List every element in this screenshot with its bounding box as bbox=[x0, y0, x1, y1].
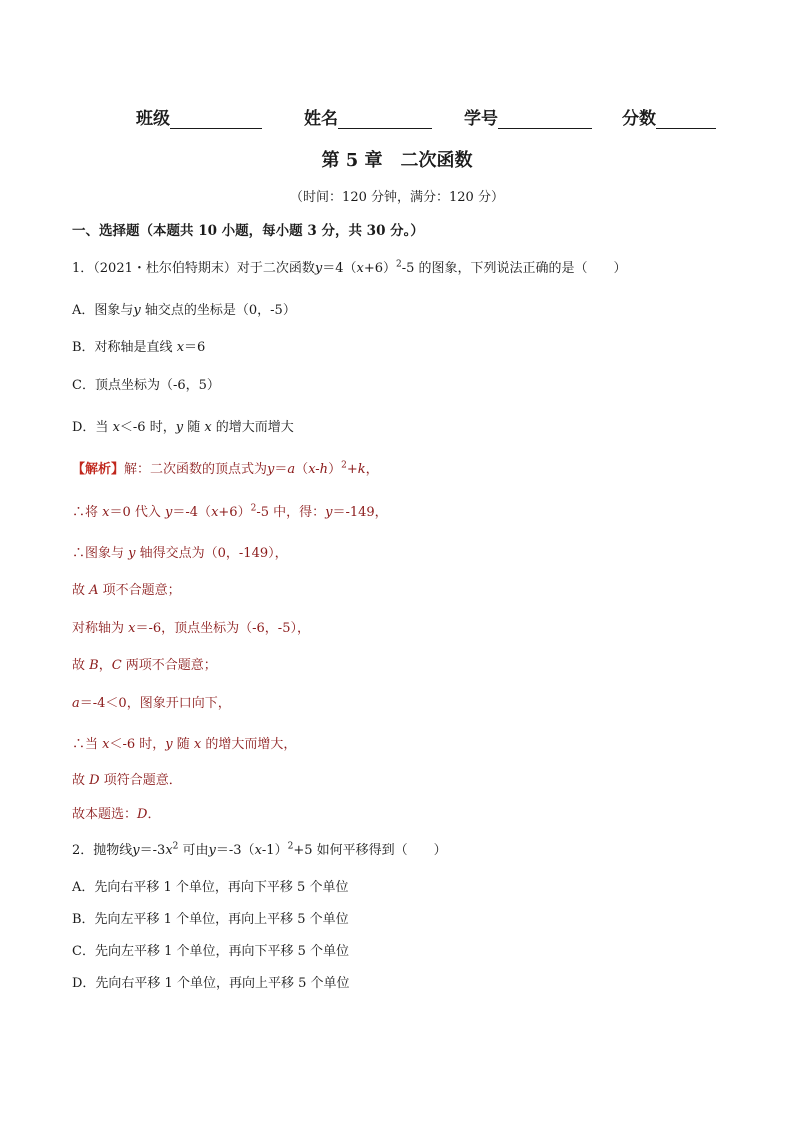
text: +6） bbox=[218, 505, 251, 520]
var: x bbox=[211, 505, 219, 520]
student-info-row bbox=[0, 104, 794, 130]
question-2-option-a[interactable]: A．先向右平移 1 个单位，再向下平移 5 个单位 bbox=[72, 880, 349, 895]
solution-line-7 bbox=[72, 692, 231, 711]
class-label: 班级 bbox=[136, 109, 170, 129]
solution-line-9 bbox=[72, 769, 182, 788]
name-blank[interactable] bbox=[338, 106, 432, 129]
text: ） bbox=[328, 462, 342, 477]
var: y bbox=[165, 505, 173, 520]
var: C bbox=[111, 658, 122, 673]
text: 2．抛物线 bbox=[72, 843, 133, 858]
var: k bbox=[357, 462, 366, 477]
text: +6） bbox=[363, 261, 397, 276]
text: 两项不合题意； bbox=[121, 658, 217, 673]
var: y bbox=[325, 505, 333, 520]
exponent: 2 bbox=[396, 259, 402, 270]
text: 故 bbox=[72, 658, 90, 673]
text: 项不合题意； bbox=[98, 583, 181, 598]
text: 故 bbox=[72, 773, 90, 788]
page-title: 第 5 章 二次函数 bbox=[321, 150, 473, 171]
text: +5 如何平移得到（ ） bbox=[293, 843, 447, 858]
solution-line-4 bbox=[72, 579, 181, 598]
text: ． bbox=[147, 807, 161, 822]
section-title: 一、选择题（本题共 10 小题，每小题 3 分，共 30 分。） bbox=[72, 223, 424, 239]
text: -1） bbox=[261, 843, 288, 858]
var: x-h bbox=[308, 462, 329, 477]
text: ＝-3 bbox=[139, 843, 166, 858]
text: ， bbox=[98, 658, 112, 673]
var: D bbox=[137, 807, 148, 822]
exponent: 2 bbox=[250, 503, 257, 514]
class-blank[interactable] bbox=[170, 106, 262, 129]
page-subtitle: （时间：120 分钟，满分：120 分） bbox=[290, 190, 504, 205]
question-1-option-c[interactable]: C．顶点坐标为（-6，5） bbox=[72, 378, 220, 393]
text: ＝-149， bbox=[332, 505, 388, 520]
text: （ bbox=[295, 462, 309, 477]
var: y bbox=[133, 303, 141, 318]
text: ∴图象与 bbox=[72, 546, 129, 561]
question-1-option-b[interactable] bbox=[72, 336, 205, 355]
var: a bbox=[287, 462, 296, 477]
solution-line-1 bbox=[72, 458, 379, 477]
var: D bbox=[89, 773, 100, 788]
question-1-option-d[interactable] bbox=[72, 416, 294, 435]
solution-line-6 bbox=[72, 654, 217, 673]
var: y bbox=[314, 261, 323, 276]
score-field[interactable] bbox=[622, 104, 716, 129]
text: 轴得交点为（0，-149）， bbox=[135, 546, 288, 561]
text: ， bbox=[365, 462, 379, 477]
var: x bbox=[204, 420, 212, 435]
score-blank[interactable] bbox=[656, 106, 716, 129]
var: y bbox=[128, 546, 136, 561]
solution-line-3 bbox=[72, 542, 288, 561]
text: 轴交点的坐标是（0，-5） bbox=[140, 303, 296, 318]
text: 随 bbox=[183, 420, 205, 435]
text: A．图象与 bbox=[72, 303, 134, 318]
solution-line-2 bbox=[72, 501, 388, 520]
question-1-stem bbox=[72, 257, 627, 276]
text: ＝0 代入 bbox=[109, 505, 166, 520]
text: ＝-4＜0，图象开口向下， bbox=[79, 696, 231, 711]
var: x bbox=[112, 420, 120, 435]
text: 的增大而增大， bbox=[201, 737, 297, 752]
solution-line-10 bbox=[72, 803, 160, 822]
question-1-option-a[interactable] bbox=[72, 299, 296, 318]
var: y bbox=[132, 843, 140, 858]
text: ＜-6 时， bbox=[109, 737, 166, 752]
question-2-option-b[interactable]: B．先向左平移 1 个单位，再向上平移 5 个单位 bbox=[72, 912, 349, 927]
text: 故 bbox=[72, 583, 90, 598]
text: ＝ bbox=[274, 462, 288, 477]
var: A bbox=[89, 583, 99, 598]
text: 对称轴为 bbox=[72, 621, 129, 636]
exponent: 2 bbox=[287, 841, 294, 852]
text: B．对称轴是直线 bbox=[72, 340, 177, 355]
text: ∴当 bbox=[72, 737, 103, 752]
solution-tag: 【解析】 bbox=[72, 462, 125, 477]
text: 可由 bbox=[178, 843, 209, 858]
var: x bbox=[356, 261, 364, 276]
text: -5 的图象，下列说法正确的是（ ） bbox=[401, 261, 627, 276]
text: ＝-3（ bbox=[215, 843, 255, 858]
question-2-option-c[interactable]: C．先向左平移 1 个单位，再向下平移 5 个单位 bbox=[72, 944, 350, 959]
student-id-label: 学号 bbox=[464, 109, 498, 129]
score-label: 分数 bbox=[622, 109, 656, 129]
text: 的增大而增大 bbox=[211, 420, 294, 435]
class-field[interactable] bbox=[136, 104, 262, 129]
var: x bbox=[128, 621, 136, 636]
var: y bbox=[208, 843, 216, 858]
var: y bbox=[165, 737, 173, 752]
solution-line-8 bbox=[72, 733, 296, 752]
text: ＝-6，顶点坐标为（-6，-5）， bbox=[135, 621, 310, 636]
text: -5 中，得： bbox=[256, 505, 326, 520]
var: y bbox=[175, 420, 184, 435]
text: 项符合题意． bbox=[99, 773, 182, 788]
name-field[interactable] bbox=[304, 104, 432, 129]
var: x bbox=[102, 505, 110, 520]
text: ＝4（ bbox=[322, 261, 357, 276]
solution-line-5 bbox=[72, 617, 310, 636]
question-2-stem bbox=[72, 839, 447, 858]
var: B bbox=[89, 658, 99, 673]
text: ＝6 bbox=[184, 340, 206, 355]
student-id-blank[interactable] bbox=[498, 106, 592, 129]
var: x bbox=[165, 843, 173, 858]
exponent: 2 bbox=[172, 841, 179, 852]
var: x bbox=[254, 843, 262, 858]
text: 随 bbox=[172, 737, 194, 752]
text: 故本题选： bbox=[72, 807, 138, 822]
text: D．当 bbox=[72, 420, 113, 435]
text: + bbox=[346, 462, 358, 477]
text: 1．（2021・杜尔伯特期末）对于二次函数 bbox=[72, 261, 315, 276]
question-2-option-d[interactable]: D．先向右平移 1 个单位，再向上平移 5 个单位 bbox=[72, 976, 350, 991]
text: ＜-6 时， bbox=[119, 420, 176, 435]
var: x bbox=[102, 737, 110, 752]
text: ∴将 bbox=[72, 505, 103, 520]
var: a bbox=[72, 696, 80, 711]
var: y bbox=[267, 462, 275, 477]
var: x bbox=[193, 737, 202, 752]
exponent: 2 bbox=[341, 460, 347, 471]
name-label: 姓名 bbox=[304, 109, 338, 129]
text: ＝-4（ bbox=[172, 505, 212, 520]
text: 解：二次函数的顶点式为 bbox=[124, 462, 268, 477]
var: x bbox=[176, 340, 185, 355]
student-id-field[interactable] bbox=[464, 104, 592, 129]
